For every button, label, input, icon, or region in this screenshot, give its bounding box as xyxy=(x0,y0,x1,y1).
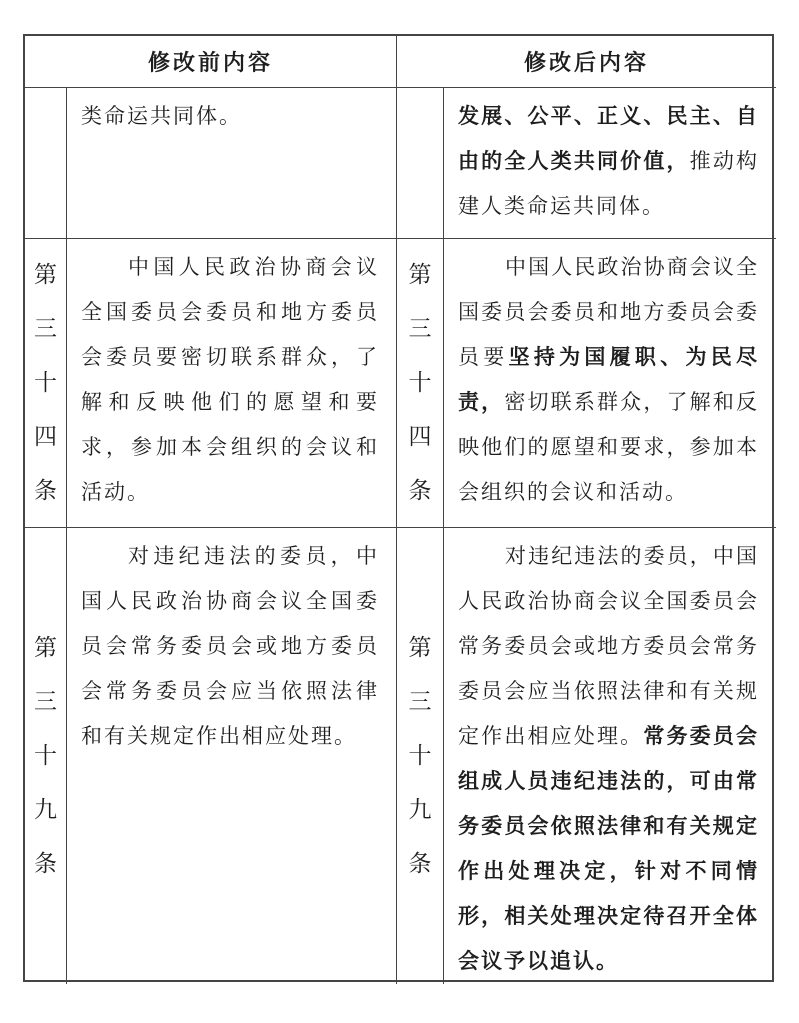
content-before-row2 xyxy=(67,239,397,528)
content-after-row3 xyxy=(444,528,776,984)
header-cell-after: 修改后内容 xyxy=(397,36,776,88)
paragraph-after-row2: 中国人民政治协商会议全国委员会委员和地方委员会委员要坚持为国履职、为民尽责，密切联系群众，了解和反映他们的愿望和要求，参加本会组织的会议和活动。 xyxy=(458,255,760,504)
paragraph-before-row2: 中国人民政治协商会议全国委员会委员和地方委员会委员要密切联系群众，了解和反映他们的愿望和要求，参加本会组织的会议和活动。 xyxy=(81,255,379,504)
content-before-row1 xyxy=(67,88,397,239)
content-after-row1 xyxy=(444,88,776,239)
article-number-after-row1 xyxy=(397,88,444,239)
paragraph-before-row1: 类命运共同体。 xyxy=(81,104,242,128)
paragraph-after-row1: 发展、公平、正义、民主、自由的全人类共同价值，推动构建人类命运共同体。 xyxy=(458,105,760,218)
content-after-row2 xyxy=(444,239,776,528)
paragraph-after-row3: 对违纪违法的委员，中国人民政治协商会议全国委员会常务委员会或地方委员会常务委员会应当依照法律和有关规定作出相应处理。常务委员会组成人员违纪违法的，可由常务委员会依照法律和有关规定作出处理决定，针对不同情形，相关处理决定待召开全体会议予以追认。 xyxy=(458,544,760,973)
paragraph-before-row3: 对违纪违法的委员，中国人民政治协商会议全国委员会常务委员会或地方委员会常务委员会应当依照法律和有关规定作出相应处理。 xyxy=(81,544,379,748)
header-cell-before: 修改前内容 xyxy=(25,36,397,88)
article-number-before-row2: 第 三 十 四 条 xyxy=(25,239,67,528)
content-before-row3 xyxy=(67,528,397,984)
article-number-after-row3: 第 三 十 九 条 xyxy=(397,528,444,984)
article-number-after-row2: 第 三 十 四 条 xyxy=(397,239,444,528)
article-number-before-row3: 第 三 十 九 条 xyxy=(25,528,67,984)
article-number-before-row1 xyxy=(25,88,67,239)
amendment-comparison-table xyxy=(23,34,774,982)
